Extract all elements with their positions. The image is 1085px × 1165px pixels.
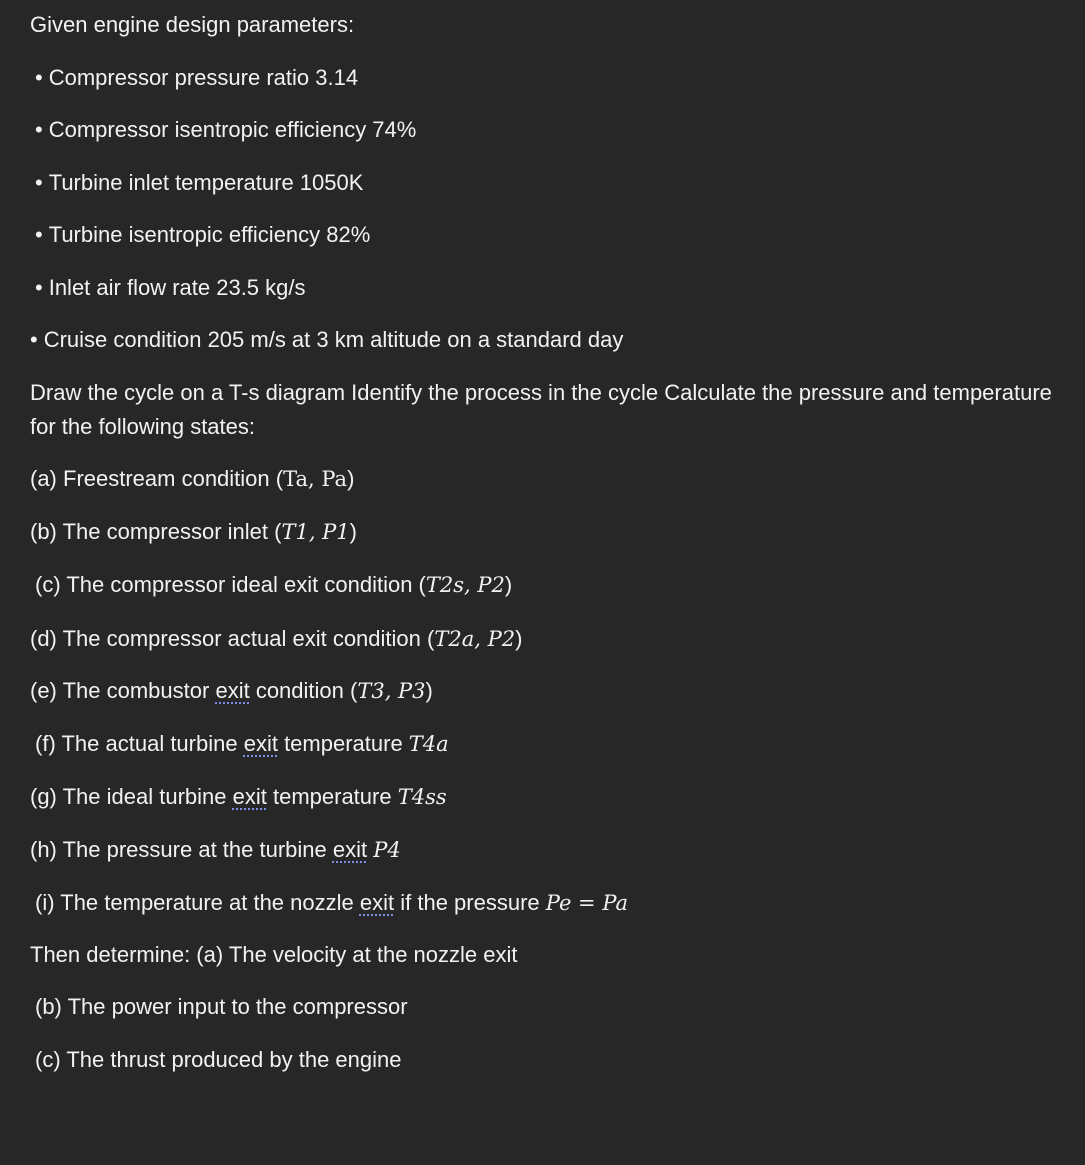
state-math: T3, P3 [357, 679, 426, 703]
state-item-d [30, 622, 522, 656]
bullet: • [35, 65, 43, 90]
state-math: Pe = Pa [545, 891, 629, 915]
state-math: Ta, Pa [283, 467, 348, 491]
state-item-g [30, 780, 447, 814]
state-label-cont: condition ( [249, 678, 358, 703]
spellcheck-word[interactable]: exit [332, 837, 368, 862]
bullet: • [35, 222, 43, 247]
state-item-h [30, 833, 401, 867]
state-math: T4ss [397, 785, 447, 809]
spellcheck-word[interactable]: exit [359, 890, 395, 915]
parameter-item [35, 61, 358, 95]
parameter-text: Cruise condition 205 m/s at 3 km altitude on a standard day [43, 327, 624, 352]
state-label-cont: temperature [277, 731, 409, 756]
parameter-item [35, 113, 416, 147]
parameter-text: Compressor isentropic efficiency 74% [48, 117, 417, 142]
state-math: T2s, P2 [425, 573, 505, 597]
state-suffix: ) [349, 519, 357, 544]
bullet: • [35, 117, 43, 142]
spellcheck-word[interactable]: exit [232, 784, 267, 809]
parameter-text: Inlet air flow rate 23.5 kg/s [48, 275, 306, 300]
state-math: T1, P1 [281, 520, 350, 544]
parameter-text: Compressor pressure ratio 3.14 [48, 65, 359, 90]
spellcheck-word[interactable]: exit [243, 731, 278, 756]
parameter-text: Turbine isentropic efficiency 82% [48, 222, 371, 247]
bullet: • [30, 327, 38, 352]
state-label: (d) The compressor actual exit condition ( [30, 626, 435, 651]
state-suffix: ) [515, 626, 523, 651]
parameter-item [35, 271, 306, 305]
parameter-item [30, 323, 623, 357]
state-label: (e) The combustor [30, 678, 216, 703]
bullet: • [35, 170, 43, 195]
parameter-text: Turbine inlet temperature 1050K [48, 170, 364, 195]
state-label: (h) The pressure at the turbine [30, 837, 333, 862]
state-item-i [35, 886, 628, 920]
bullet: • [35, 275, 43, 300]
state-item-e [30, 674, 433, 708]
determine-item-a: Then determine: (a) The velocity at the nozzle exit [30, 942, 518, 967]
state-item-f [35, 727, 449, 761]
state-math: T4a [408, 732, 449, 756]
state-label: (b) The compressor inlet ( [30, 519, 282, 544]
page-title: Given engine design parameters: [30, 12, 355, 37]
state-math: T2a, P2 [434, 627, 516, 651]
state-label: (a) Freestream condition ( [30, 466, 284, 491]
state-math: P4 [373, 838, 401, 862]
state-label: (i) The temperature at the nozzle [35, 890, 360, 915]
state-label-cont: temperature [266, 784, 398, 809]
state-item-a [30, 462, 354, 496]
parameter-item [35, 166, 363, 200]
state-item-b [30, 515, 357, 549]
state-suffix: ) [425, 678, 433, 703]
state-suffix: ) [347, 466, 355, 491]
state-label: (c) The compressor ideal exit condition ( [35, 572, 426, 597]
determine-item-c: (c) The thrust produced by the engine [35, 1047, 402, 1072]
state-label: (f) The actual turbine [35, 731, 244, 756]
spellcheck-word[interactable]: exit [215, 678, 250, 703]
instructions-paragraph: Draw the cycle on a T-s diagram Identify the process in the cycle Calculate the pressure and temperature for the following states: [30, 380, 1052, 439]
state-suffix: ) [504, 572, 513, 597]
state-item-c [35, 568, 512, 602]
parameter-item [35, 218, 370, 252]
state-label-cont: if the pressure [394, 890, 546, 915]
determine-item-b: (b) The power input to the compressor [35, 994, 408, 1019]
state-label: (g) The ideal turbine [30, 784, 233, 809]
